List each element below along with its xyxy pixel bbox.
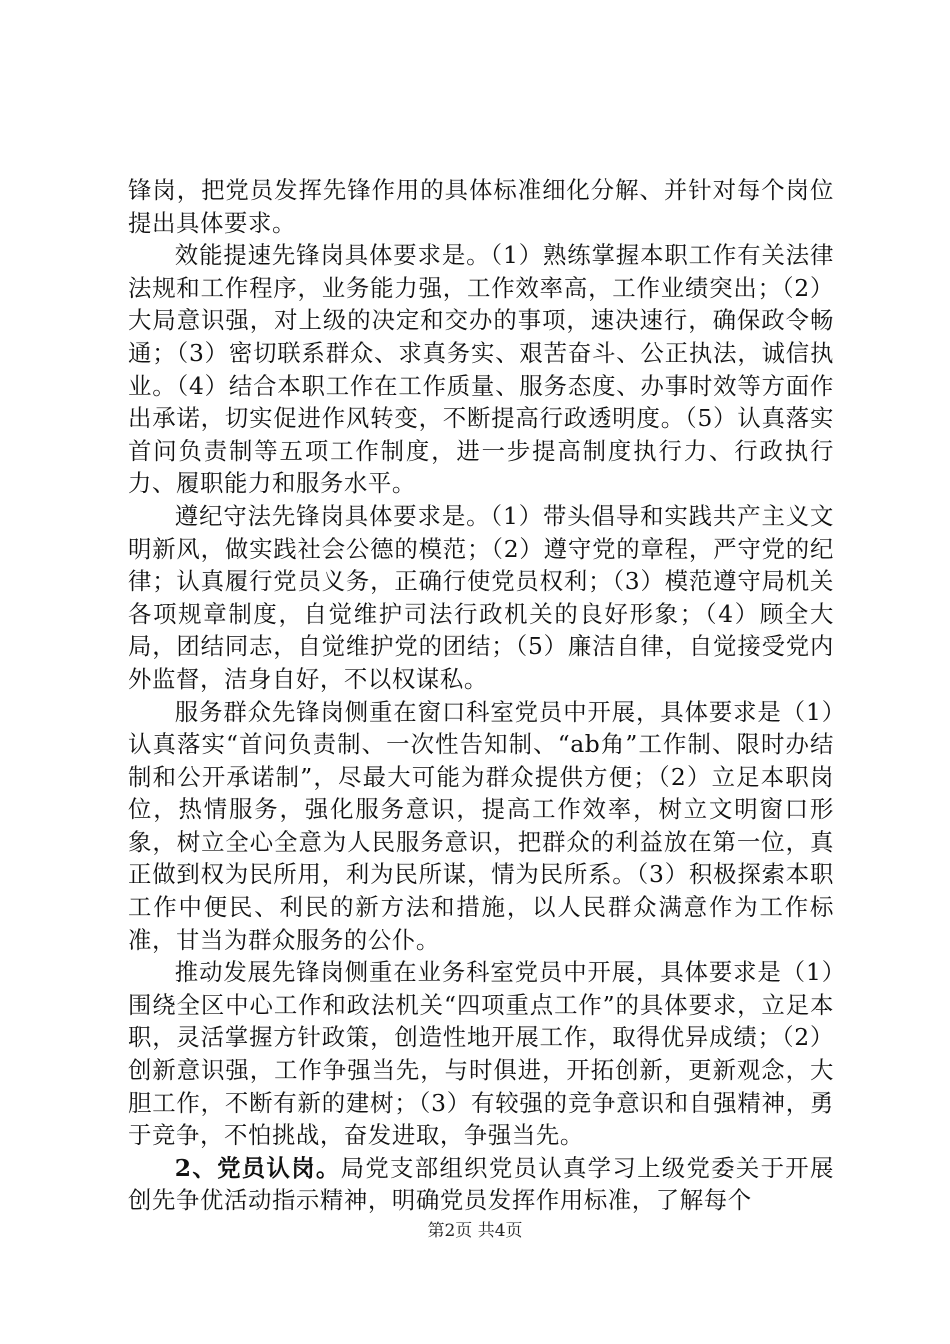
paragraph-0 [128,174,834,239]
paragraph-text: 效能提速先锋岗具体要求是。（1）熟练掌握本职工作有关法律法规和工作程序，业务能力强，工作效率高，工作业绩突出；（2）大局意识强，对上级的决定和交办的事项，速决速行，确保政令畅通；（3）密切联系群众、求真务实、艰苦奋斗、公正执法，诚信执业。（4）结合本职工作在工作质量、服务态度、办事时效等方面作出承诺，切实促进作风转变，不断提高行政透明度。（5）认真落实首问负责制等五项工作制度，进一步提高制度执行力、行政执行力、履职能力和服务水平。 [128,241,834,498]
section-lead-heading: 2、党员认岗。 [174,1153,341,1182]
paragraph-service-post [128,696,834,957]
paragraph-member-post-recognition [128,1152,834,1217]
document-body [128,174,834,1217]
paragraph-efficiency-post [128,239,834,500]
paragraph-discipline-post [128,500,834,696]
page-footer [0,1216,950,1241]
page-number-label: 第2页 共4页 [427,1221,523,1241]
paragraph-text: 锋岗，把党员发挥先锋作用的具体标准细化分解、并针对每个岗位提出具体要求。 [128,176,834,237]
paragraph-text: 服务群众先锋岗侧重在窗口科室党员中开展，具体要求是（1）认真落实“首问负责制、一次性告知制、“ab角”工作制、限时办结制和公开承诺制”，尽最大可能为群众提供方便；（2）立足本职岗位，热情服务，强化服务意识，提高工作效率，树立文明窗口形象，树立全心全意为人民服务意识，把群众的利益放在第一位，真正做到权为民所用，利为民所谋，情为民所系。（3）积极探索本职工作中便民、利民的新方法和措施，以人民群众满意作为工作标准，甘当为群众服务的公仆。 [128,697,834,954]
paragraph-text: 局党支部组织党员认真学习上级党委关于开展创先争优活动指示精神，明确党员发挥作用标准，了解每个 [128,1153,835,1215]
paragraph-text: 推动发展先锋岗侧重在业务科室党员中开展，具体要求是（1）围绕全区中心工作和政法机关“四项重点工作”的具体要求，立足本职，灵活掌握方针政策，创造性地开展工作，取得优异成绩；（2）创新意识强，工作争强当先，与时俱进，开拓创新，更新观念，大胆工作，不断有新的建树；（3）有较强的竞争意识和自强精神，勇于竞争，不怕挑战，奋发进取，争强当先。 [128,958,834,1150]
paragraph-text: 遵纪守法先锋岗具体要求是。（1）带头倡导和实践共产主义文明新风，做实践社会公德的模范；（2）遵守党的章程，严守党的纪律；认真履行党员义务，正确行使党员权利；（3）模范遵守局机关各项规章制度，自觉维护司法行政机关的良好形象；（4）顾全大局，团结同志，自觉维护党的团结；（5）廉洁自律，自觉接受党内外监督，洁身自好，不以权谋私。 [128,501,834,693]
paragraph-development-post [128,956,834,1152]
